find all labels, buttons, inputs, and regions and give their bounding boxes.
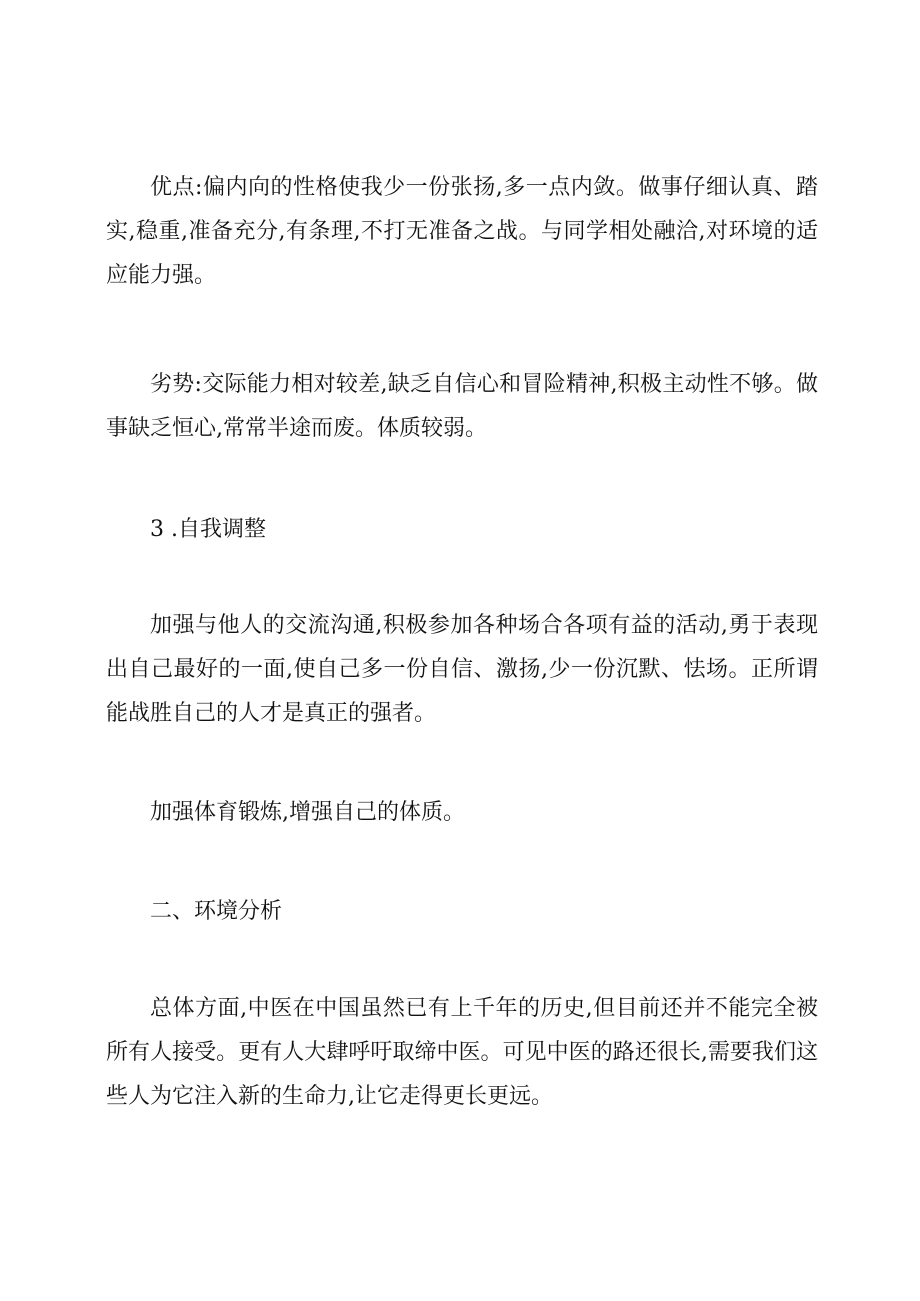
paragraph-weaknesses: 劣势:交际能力相对较差,缺乏自信心和冒险精神,积极主动性不够。做事缺乏恒心,常常半途而废。体质较弱。 bbox=[106, 372, 818, 441]
section-heading-self-adjustment: 3 .自我调整 bbox=[150, 517, 266, 542]
paragraph-strengths: 优点:偏内向的性格使我少一份张扬,多一点内敛。做事仔细认真、踏实,稳重,准备充分,有条理,不打无准备之战。与同学相处融洽,对环境的适应能力强。 bbox=[106, 175, 818, 288]
paragraph-exercise: 加强体育锻炼,增强自己的体质。 bbox=[150, 800, 465, 825]
paragraph-communication: 加强与他人的交流沟通,积极参加各种场合各项有益的活动,勇于表现出自己最好的一面,使自己多一份自信、激扬,少一份沉默、怯场。正所谓能战胜自己的人才是真正的强者。 bbox=[106, 613, 818, 726]
paragraph-overall: 总体方面,中医在中国虽然已有上千年的历史,但目前还并不能完全被所有人接受。更有人大肆呼吁取缔中医。可见中医的路还很长,需要我们这些人为它注入新的生命力,让它走得更长更远。 bbox=[106, 996, 818, 1109]
section-heading-environment: 二、环境分析 bbox=[150, 899, 283, 924]
